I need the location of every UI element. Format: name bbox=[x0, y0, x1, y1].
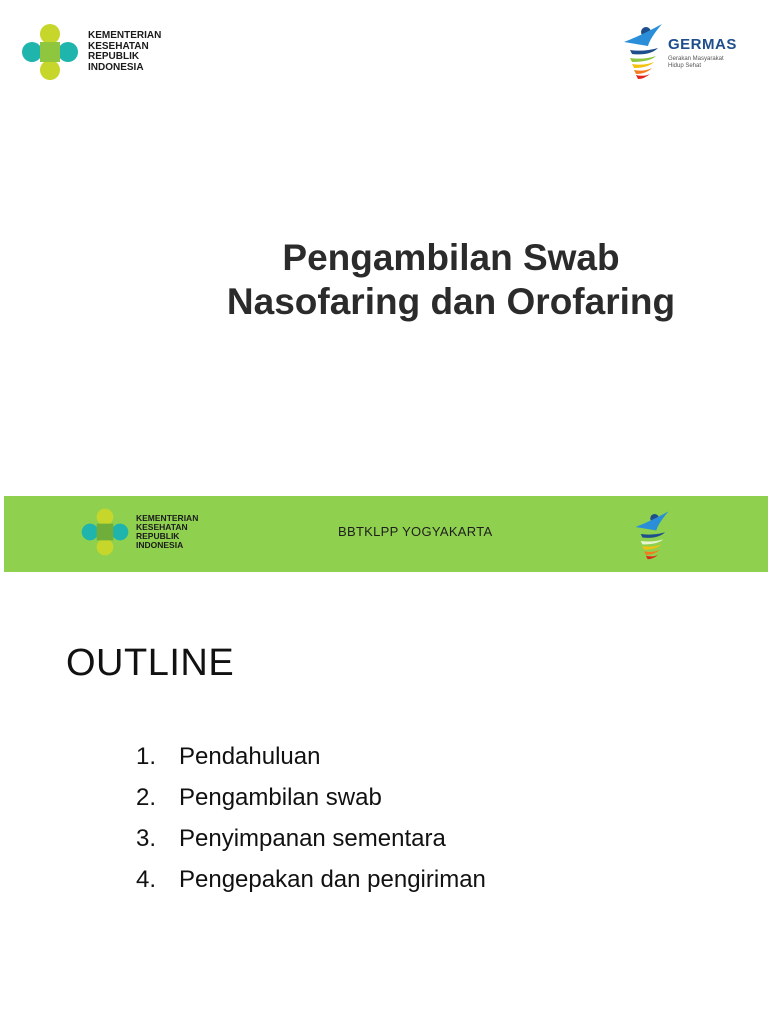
title-slide bbox=[0, 0, 768, 460]
list-item-number: 2. bbox=[136, 784, 157, 811]
band-institution-label: BBTKLPP YOGYAKARTA bbox=[338, 524, 493, 539]
list-item-text: Penyimpanan sementara bbox=[179, 825, 446, 852]
band-org-name: KEMENTERIAN KESEHATAN REPUBLIK INDONESIA bbox=[136, 513, 199, 550]
list-item bbox=[136, 818, 486, 859]
germas-figure-icon bbox=[620, 20, 666, 80]
org-name: KEMENTERIAN KESEHATAN REPUBLIK INDONESIA bbox=[88, 30, 162, 73]
list-item-number: 1. bbox=[136, 743, 157, 770]
list-item-text: Pendahuluan bbox=[179, 743, 321, 770]
title-line-2: Nasofaring dan Orofaring bbox=[226, 281, 676, 323]
kemenkes-flower-icon bbox=[80, 506, 130, 558]
list-item-number: 3. bbox=[136, 825, 157, 852]
list-item-number: 4. bbox=[136, 866, 157, 893]
list-item bbox=[136, 736, 486, 777]
germas-wordmark: GERMAS bbox=[668, 36, 737, 53]
list-item bbox=[136, 859, 486, 900]
outline-list bbox=[136, 736, 486, 900]
list-item bbox=[136, 777, 486, 818]
germas-tagline: Gerakan Masyarakat Hidup Sehat bbox=[668, 56, 724, 69]
germas-figure-icon bbox=[632, 504, 672, 564]
germas-logo bbox=[620, 20, 750, 80]
list-item-text: Pengepakan dan pengiriman bbox=[179, 866, 486, 893]
kemenkes-logo bbox=[20, 22, 161, 82]
title-line-1: Pengambilan Swab bbox=[282, 237, 620, 278]
slide-title bbox=[0, 236, 768, 325]
header-band bbox=[4, 496, 768, 572]
kemenkes-flower-icon bbox=[20, 22, 80, 82]
outline-slide bbox=[0, 496, 768, 1024]
outline-heading: OUTLINE bbox=[66, 642, 235, 684]
list-item-text: Pengambilan swab bbox=[179, 784, 382, 811]
band-kemenkes-logo bbox=[80, 506, 198, 558]
